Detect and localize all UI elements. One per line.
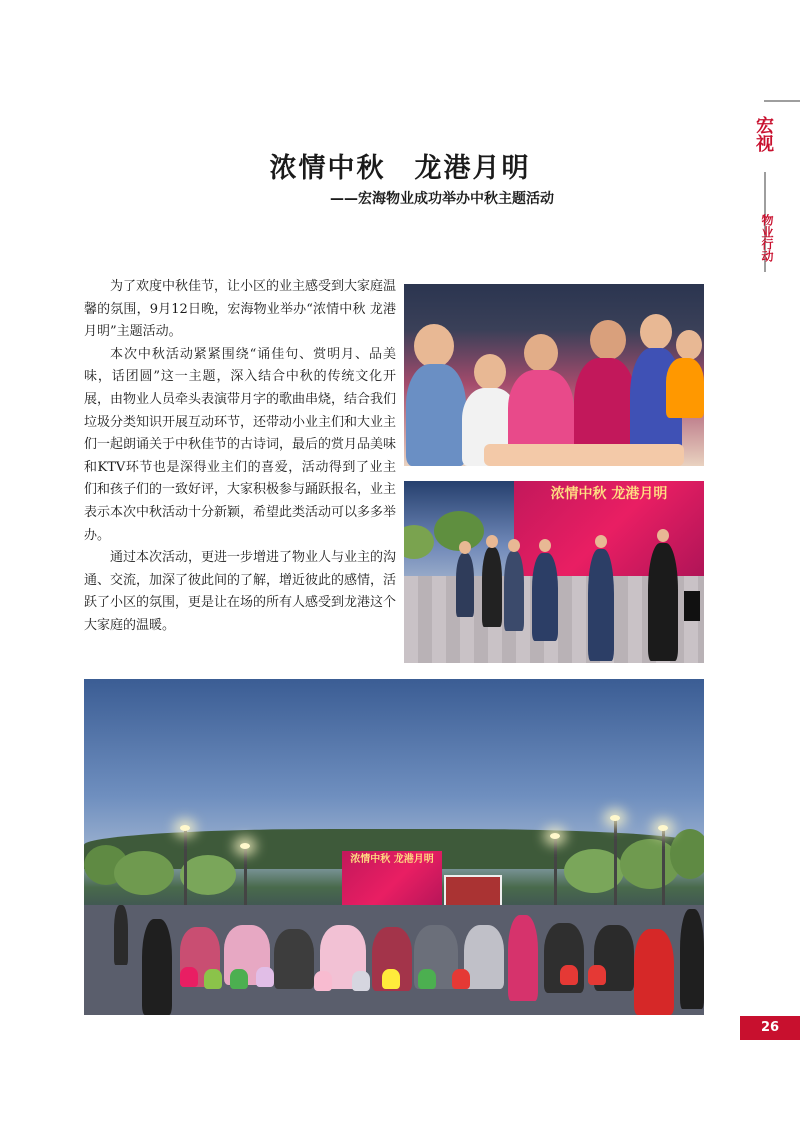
photo-crowd-closeup [404, 284, 704, 466]
photo-evening-gathering: 浓情中秋 龙港月明 [84, 679, 704, 1015]
photo-stage-performance: 浓情中秋 龙港月明 [404, 481, 704, 663]
paragraph: 通过本次活动，更进一步增进了物业人与业主的沟通、交流，加深了彼此间的了解，增近彼此的感情，活跃了小区的氛围，更是让在场的所有人感受到龙港这个大家庭的温暖。 [84, 550, 397, 633]
side-tab-top-rule [764, 100, 800, 102]
paragraph: 本次中秋活动紧紧围绕“诵佳句、赏明月、品美味，话团圆”这一主题，深入结合中秋的传统文化开展，由物业人员牵头表演带月字的歌曲串烧，结合我们垃圾分类知识开展互动环节，还带动小业主们和大业主们一起朗诵关于中秋佳节的古诗词，最后的赏月品美味和KTV环节也是深得业主们的喜爱，活动得到了业主们和孩子们的一致好评，大家积极参与踊跃报名，业主表示本次中秋活动十分新颖，希望此类活动可以多多举办。 [84, 346, 397, 543]
paragraph: 为了欢度中秋佳节，让小区的业主感受到大家庭温馨的氛围，9月12日晚，宏海物业举办“浓情中秋 龙港月明”主题活动。 [84, 279, 397, 340]
section-label: 宏视 [753, 116, 774, 152]
article-title: 浓情中秋 龙港月明 [269, 153, 531, 184]
page-number: 26 [740, 1016, 800, 1040]
subsection-label: 物业行动 [760, 214, 774, 262]
article-subtitle: ——宏海物业成功举办中秋主题活动 [330, 191, 554, 207]
article-body [84, 276, 396, 638]
